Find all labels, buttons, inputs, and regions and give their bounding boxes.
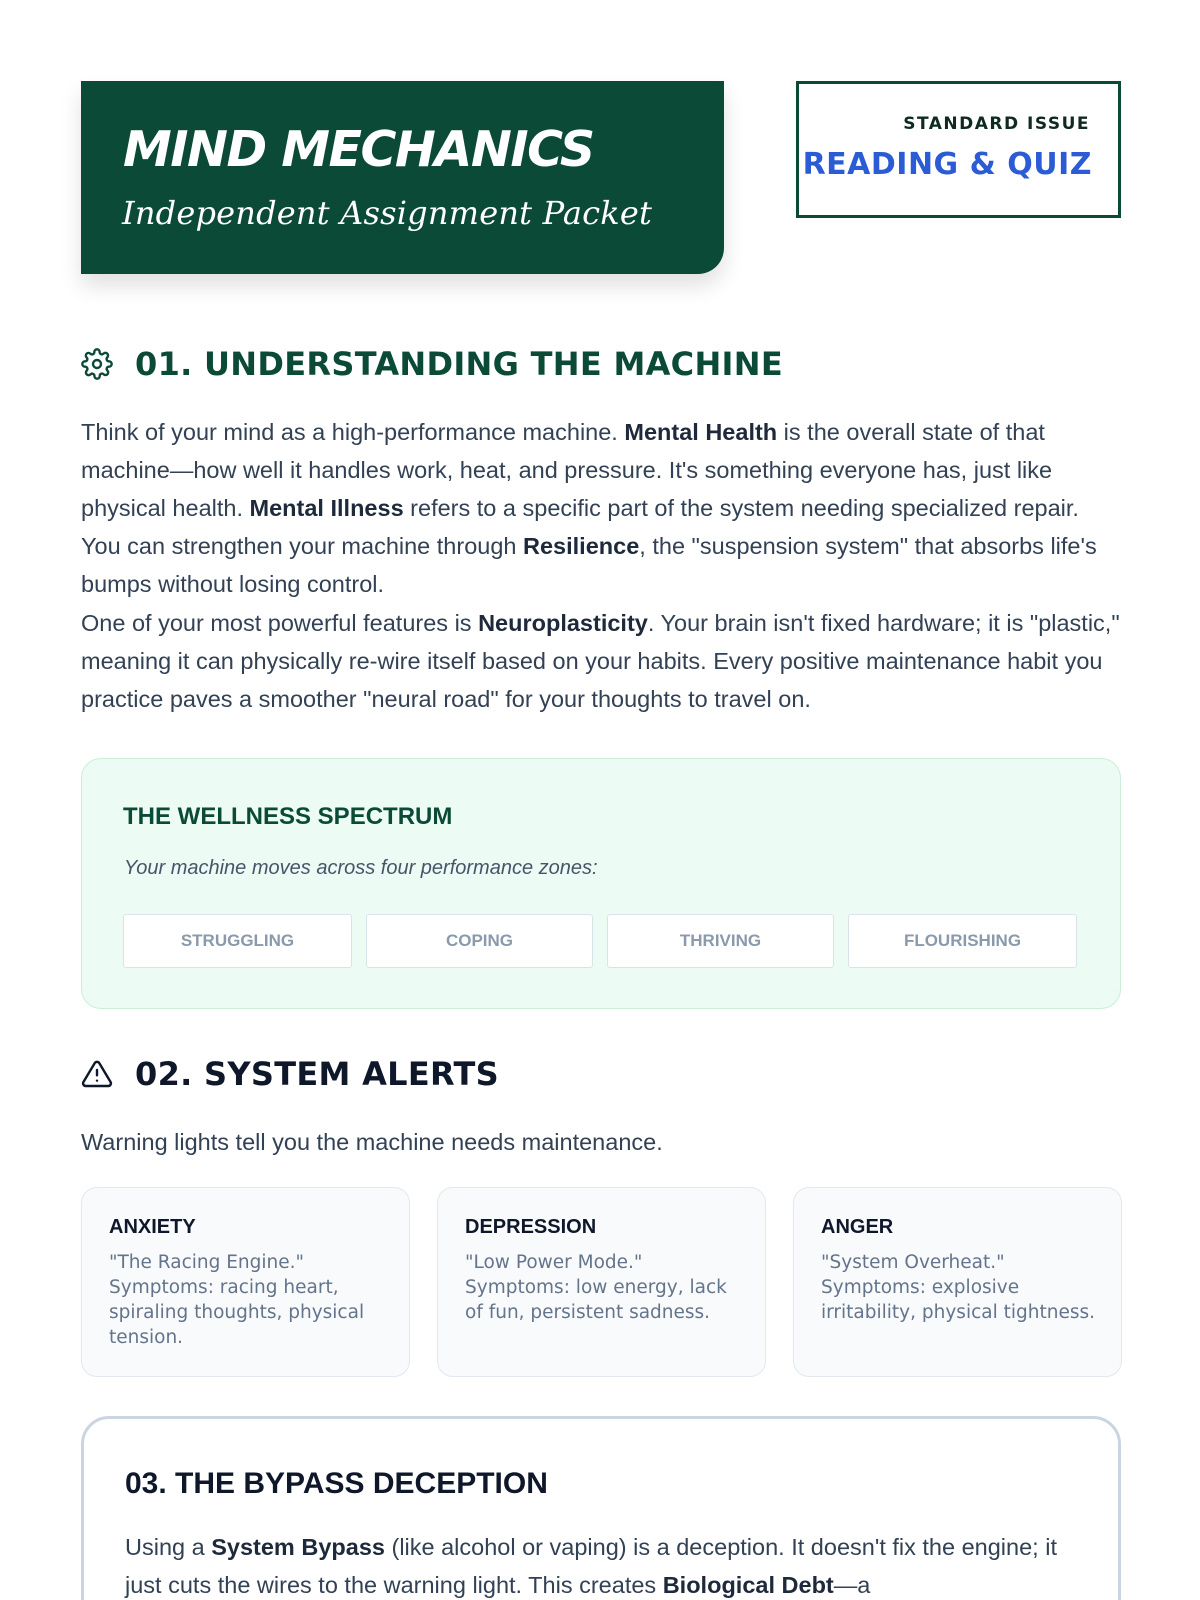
text-run: . Your brain isn't fixed hardware; it is "plastic," meaning it can physically re-wire itself based on your habits. Every positive maintenance habit you practice paves a smoother "neural road" for your thoughts to travel on. <box>81 610 1120 712</box>
zone-thriving: THRIVING <box>607 914 834 968</box>
term-biological-debt: Biological Debt <box>662 1572 834 1598</box>
text-run: is the overall state of that machine—how well it handles work, heat, and pressure. It's something everyone has, just like physical health. <box>81 419 1053 521</box>
alert-description: "System Overheat." Symptoms: explosive irritability, physical tightness. <box>821 1252 1095 1323</box>
alert-name: ANGER <box>821 1216 894 1238</box>
section-2-title: 02. SYSTEM ALERTS <box>135 1055 499 1093</box>
term-neuroplasticity: Neuroplasticity <box>478 610 648 636</box>
zone-flourishing: FLOURISHING <box>848 914 1077 968</box>
section-2-intro: Warning lights tell you the machine needs maintenance. <box>81 1129 663 1155</box>
section-3-paragraph <box>125 1528 1085 1600</box>
wellness-spectrum-panel <box>81 758 1121 1009</box>
page-subtitle: Independent Assignment Packet <box>122 194 653 232</box>
section-1-paragraph-1 <box>81 413 1121 603</box>
text-run: (like alcohol or vaping) is a deception. It doesn't fix the engine; it just cuts the wires to the warning light. This creates <box>125 1534 1057 1598</box>
issue-badge <box>796 81 1121 218</box>
term-mental-illness: Mental Illness <box>249 495 404 521</box>
alert-card-anger <box>793 1187 1122 1377</box>
zone-coping: COPING <box>366 914 593 968</box>
section-3-title: 03. THE BYPASS DECEPTION <box>125 1467 548 1500</box>
zone-struggling: STRUGGLING <box>123 914 352 968</box>
section-2-heading <box>81 1055 499 1093</box>
alert-name: ANXIETY <box>109 1216 196 1238</box>
section-1-title: 01. UNDERSTANDING THE MACHINE <box>135 345 783 383</box>
text-run: One of your most powerful features is <box>81 610 479 636</box>
text-run: refers to a specific part of the system needing specialized repair. You can strengthen your machine through <box>81 495 1079 559</box>
text-run: Using a <box>125 1534 212 1560</box>
term-system-bypass: System Bypass <box>211 1534 385 1560</box>
alert-description: "The Racing Engine." Symptoms: racing heart, spiraling thoughts, physical tension. <box>109 1252 365 1348</box>
section-1-heading <box>81 345 783 383</box>
alert-description: "Low Power Mode." Symptoms: low energy, lack of fun, persistent sadness. <box>465 1252 727 1323</box>
text-run: , the "suspension system" that absorbs life's bumps without losing control. <box>81 533 1097 597</box>
term-resilience: Resilience <box>523 533 640 559</box>
term-mental-health: Mental Health <box>624 419 778 445</box>
text-run: Think of your mind as a high-performance machine. <box>81 419 625 445</box>
text-run: —a <box>833 1572 871 1598</box>
bypass-deception-panel <box>81 1416 1121 1600</box>
alert-card-depression <box>437 1187 766 1377</box>
issue-title: READING & QUIZ <box>802 147 1092 182</box>
section-1-paragraph-2 <box>81 604 1121 718</box>
spectrum-title: THE WELLNESS SPECTRUM <box>123 803 453 830</box>
zone-list <box>123 914 1077 968</box>
warning-triangle-icon <box>81 1058 113 1090</box>
alert-card-anxiety <box>81 1187 410 1377</box>
header-banner <box>81 81 724 274</box>
issue-kicker: STANDARD ISSUE <box>903 114 1090 134</box>
alert-name: DEPRESSION <box>465 1216 597 1238</box>
page-title: MIND MECHANICS <box>123 121 594 178</box>
spectrum-subtitle: Your machine moves across four performance zones: <box>124 857 598 879</box>
gear-icon <box>81 348 113 380</box>
